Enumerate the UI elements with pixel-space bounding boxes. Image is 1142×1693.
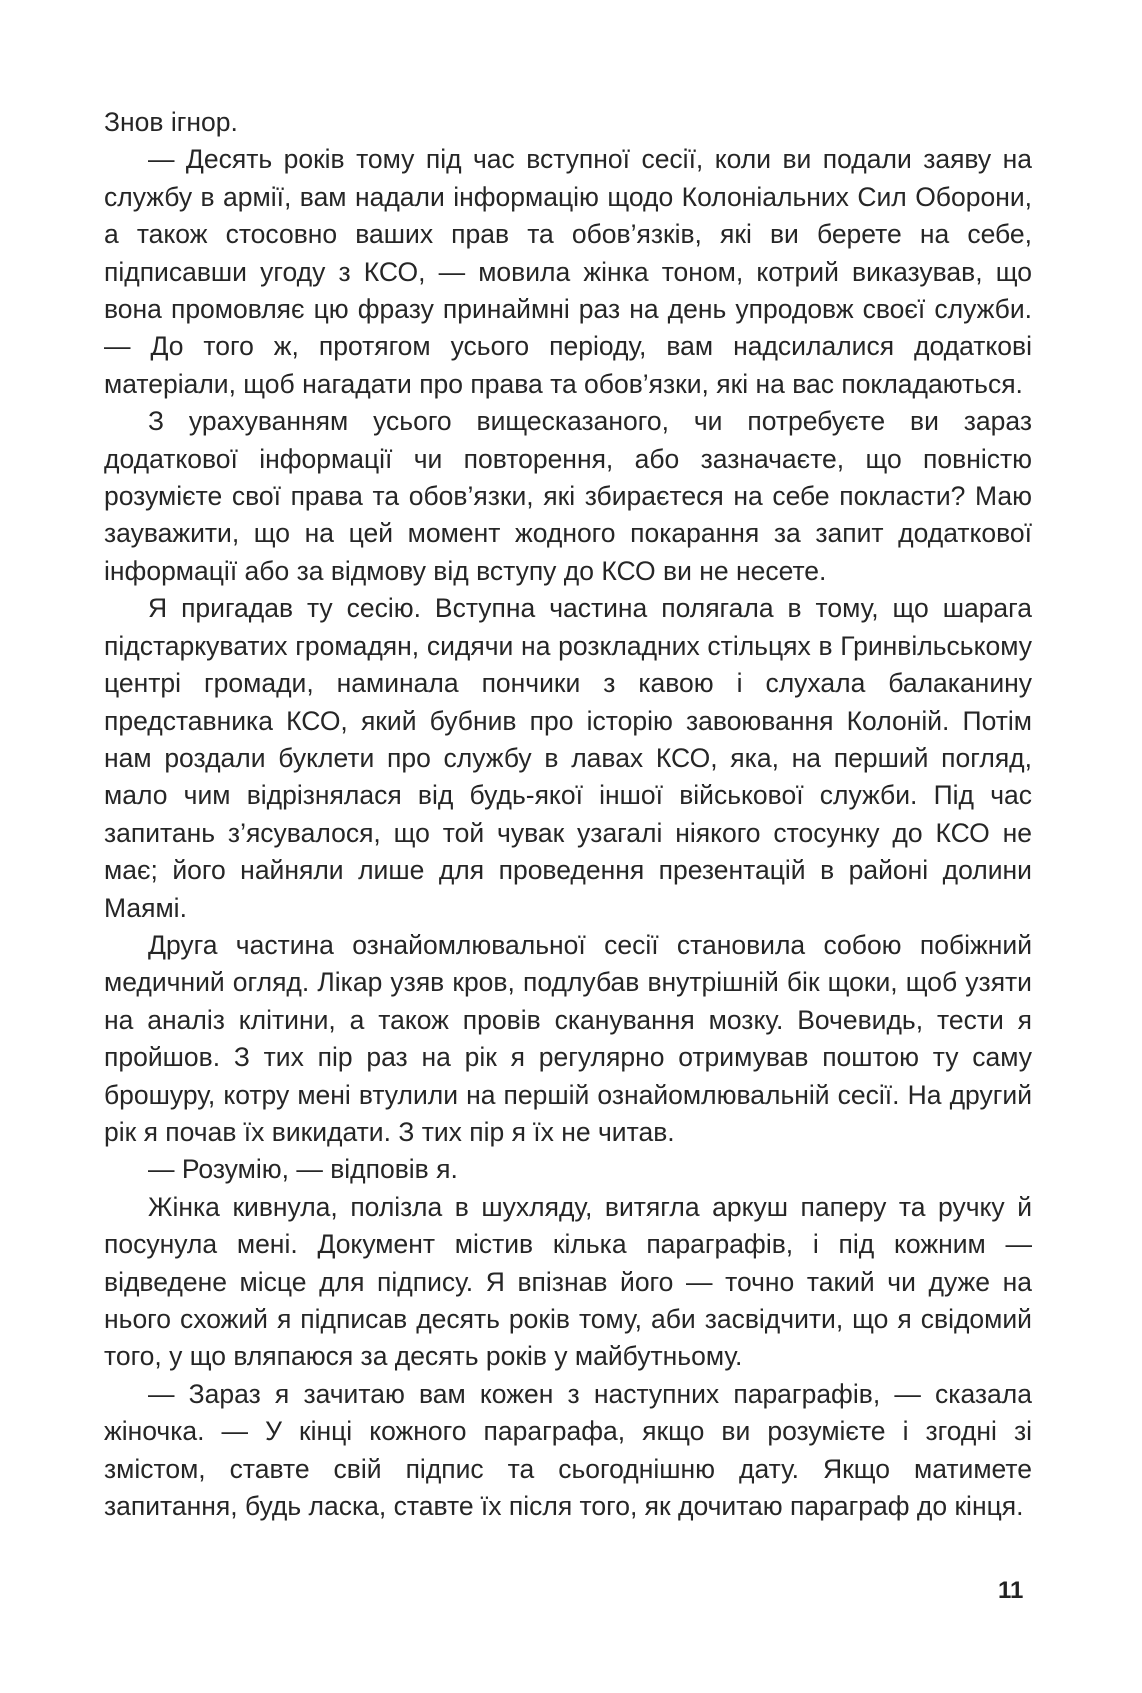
paragraph-7: Жінка кивнула, полізла в шухляду, витягла аркуш паперу та ручку й посунула мені. Документ містив кілька параграфів, і під кожним — відведене місце для підпису. Я впізнав його — точно такий чи дуже на нього схожий я підписав десять років тому, аби засвідчити, що я свідомий того, у що вляпаюся за десять років у майбутньому. [104,1191,1032,1372]
paragraph-2: — Десять років тому під час вступної сесії, коли ви подали заяву на службу в армії, вам надали інформацію щодо Колоніальних Сил Оборони, а також стосовно ваших прав та обов’язків, які ви берете на себе, підписавши угоду з КСО, — мовила жінка тоном, котрий виказував, що вона промовляє цю фразу принаймні раз на день упродовж своєї служби. — До того ж, протягом усього періоду, вам надсилалися додаткові матеріали, щоб нагадати про права та обов’язки, які на вас покладаються. [104,144,1032,399]
page-number: 11 [998,1577,1024,1604]
paragraph-5: Друга частина ознайомлювальної сесії становила собою побіжний медичний огляд. Лікар узяв кров, подлубав внутрішній бік щоки, щоб узяти на аналіз клітини, а також провів сканування мозку. Вочевидь, тести я пройшов. З тих пір раз на рік я регулярно отримував поштою ту саму брошуру, котру мені втулили на першій ознайомлювальній сесії. На другий рік я почав їх викидати. З тих пір я їх не читав. [104,929,1032,1147]
paragraph-4: Я пригадав ту сесію. Вступна частина полягала в тому, що шарага підстаркуватих громадян, сидячи на розкладних стільцях в Гринвільському центрі громади, наминала пончики з кавою і слухала балаканину представника КСО, який бубнив про історію завоювання Колоній. Потім нам роздали буклети про службу в лавах КСО, яка, на перший погляд, мало чим відрізнялася від будь-якої іншої військової служби. Під час запитань з’ясувалося, що той чувак узагалі ніякого стосунку до КСО не має; його найняли лише для проведення презентацій в районі долини Маямі. [104,593,1032,923]
page-body [104,104,1032,1525]
paragraph-6: — Розумію, — відповів я. [148,1154,458,1185]
paragraph-8: — Зараз я зачитаю вам кожен з наступних параграфів, — сказала жіночка. — У кінці кожного параграфа, якщо ви розумієте і згодні зі змістом, ставте свій підпис та сьогоднішню дату. Якщо матимете запитання, будь ласка, ставте їх після того, як дочитаю параграф до кінця. [104,1378,1032,1522]
paragraph-3: З урахуванням усього вищесказаного, чи потребуєте ви зараз додаткової інформації чи повторення, або зазначаєте, що повністю розумієте свої права та обов’язки, які збираєтеся на себе покласти? Маю зауважити, що на цей момент жодного покарання за запит додаткової інформації або за відмову від вступу до КСО ви не несете. [104,406,1032,586]
paragraph-1: Знов ігнор. [104,107,238,137]
